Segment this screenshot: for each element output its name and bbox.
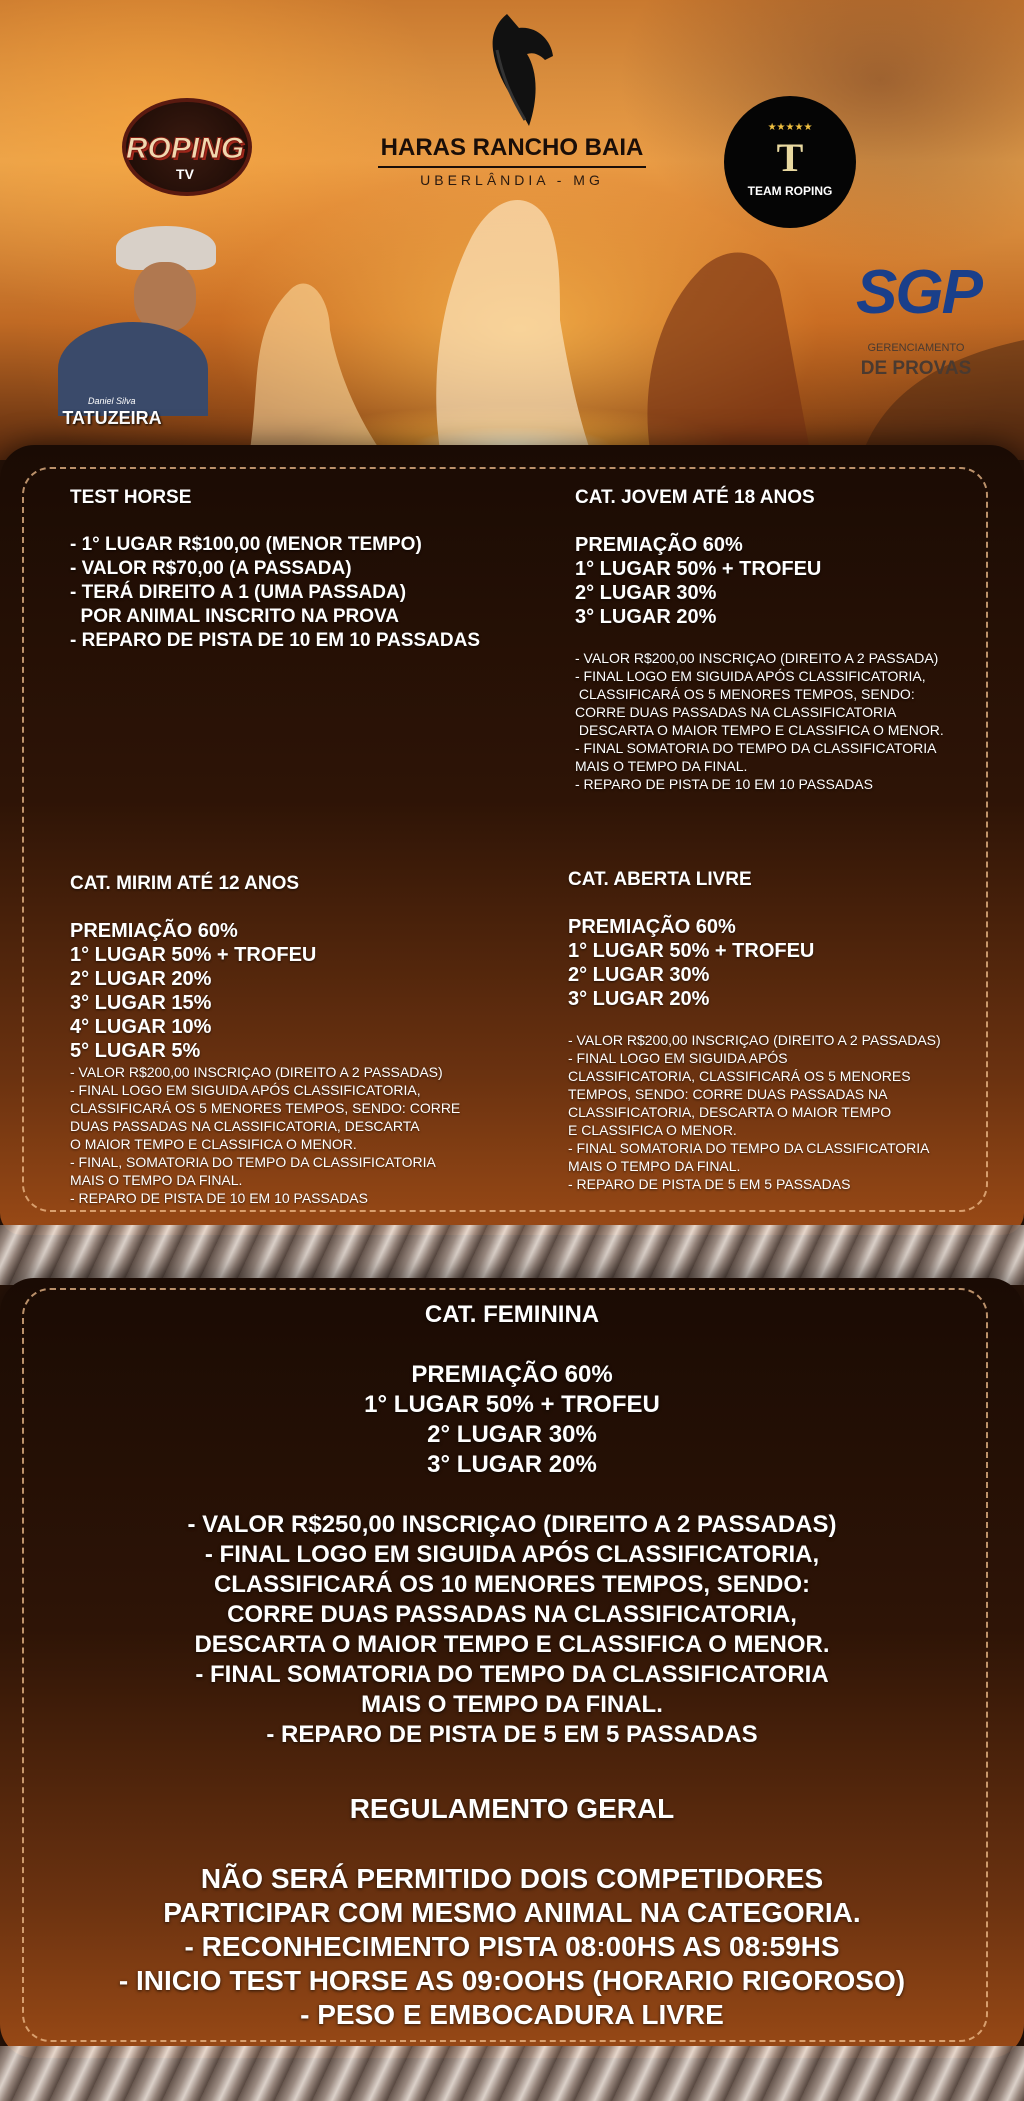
test-horse-line: POR ANIMAL INSCRITO NA PROVA — [70, 606, 400, 627]
test-horse-section — [70, 487, 530, 653]
rule-line: - REPARO DE PISTA DE 10 EM 10 PASSADAS — [70, 1190, 368, 1206]
cat-aberta-title: CAT. ABERTA LIVRE — [568, 869, 752, 890]
rule-line: O MAIOR TEMPO E CLASSIFICA O MENOR. — [70, 1136, 357, 1152]
prize-line: 2° LUGAR 30% — [575, 582, 717, 604]
rule-line: CLASSIFICARÁ OS 5 MENORES TEMPOS, SENDO: CORRE — [70, 1100, 461, 1116]
test-horse-title: TEST HORSE — [70, 487, 192, 508]
rule-line: CLASSIFICATORIA, CLASSIFICARÁ OS 5 MENORES — [568, 1068, 911, 1084]
prize-line: 1° LUGAR 50% + TROFEU — [70, 944, 317, 966]
cat-feminina-section — [0, 1300, 1024, 1750]
cat-aberta-section — [568, 869, 998, 1193]
rule-line: CLASSIFICARÁ OS 10 MENORES TEMPOS, SENDO: — [213, 1571, 811, 1598]
prize-line: 1° LUGAR 50% + TROFEU — [575, 558, 822, 580]
regulamento-line: - PESO E EMBOCADURA LIVRE — [300, 1999, 724, 2030]
rule-line: TEMPOS, SENDO: CORRE DUAS PASSADAS NA — [568, 1086, 888, 1102]
rule-line: - REPARO DE PISTA DE 5 EM 5 PASSADAS — [568, 1176, 851, 1192]
prize-line: PREMIAÇÃO 60% — [568, 916, 736, 938]
rule-line: - FINAL SOMATORIA DO TEMPO DA CLASSIFICATORIA — [195, 1661, 829, 1688]
rule-line: DESCARTA O MAIOR TEMPO E CLASSIFICA O MENOR. — [194, 1631, 830, 1658]
regulamento-section — [0, 1792, 1024, 2032]
rule-line: DUAS PASSADAS NA CLASSIFICATORIA, DESCARTA — [70, 1118, 420, 1134]
rule-line: - VALOR R$200,00 INSCRIÇAO (DIREITO A 2 PASSADAS) — [70, 1064, 443, 1080]
rule-line: MAIS O TEMPO DA FINAL. — [70, 1172, 243, 1188]
rule-line: CORRE DUAS PASSADAS NA CLASSIFICATORIA, — [227, 1601, 797, 1628]
regulamento-line: PARTICIPAR COM MESMO ANIMAL NA CATEGORIA. — [163, 1897, 861, 1928]
rule-line: - FINAL SOMATORIA DO TEMPO DA CLASSIFICATORIA — [575, 740, 937, 756]
rule-line: - REPARO DE PISTA DE 10 EM 10 PASSADAS — [575, 776, 873, 792]
rule-line: MAIS O TEMPO DA FINAL. — [575, 758, 748, 774]
test-horse-line: - VALOR R$70,00 (A PASSADA) — [70, 558, 352, 579]
test-horse-line: - REPARO DE PISTA DE 10 EM 10 PASSADAS — [70, 630, 480, 651]
cat-mirim-section — [70, 873, 550, 1207]
rule-line: - FINAL SOMATORIA DO TEMPO DA CLASSIFICATORIA — [568, 1140, 930, 1156]
rope-divider — [0, 2046, 1024, 2101]
prize-line: 4° LUGAR 10% — [70, 1016, 212, 1038]
rule-line: - FINAL LOGO EM SIGUIDA APÓS CLASSIFICATORIA, — [204, 1541, 820, 1568]
cat-mirim-title: CAT. MIRIM ATÉ 12 ANOS — [70, 873, 300, 894]
prize-line: PREMIAÇÃO 60% — [411, 1361, 613, 1388]
rule-line: - FINAL LOGO EM SIGUIDA APÓS — [568, 1050, 788, 1066]
regulamento-line: - INICIO TEST HORSE AS 09:OOHS (HORARIO RIGOROSO) — [118, 1965, 906, 1996]
test-horse-line: - 1° LUGAR R$100,00 (MENOR TEMPO) — [70, 534, 422, 555]
prize-line: 1° LUGAR 50% + TROFEU — [568, 940, 815, 962]
roping-tv-logo: ROPING TV — [110, 98, 260, 198]
rule-line: CLASSIFICARÁ OS 5 MENORES TEMPOS, SENDO: — [575, 686, 915, 702]
prize-line: 5° LUGAR 5% — [70, 1040, 201, 1062]
prize-line: 3° LUGAR 20% — [568, 988, 710, 1010]
cat-jovem-section — [575, 487, 995, 793]
logo-divider — [378, 166, 646, 168]
rule-line: - FINAL LOGO EM SIGUIDA APÓS CLASSIFICATORIA, — [575, 668, 926, 684]
rule-line: - FINAL LOGO EM SIGUIDA APÓS CLASSIFICATORIA, — [70, 1082, 421, 1098]
prize-line: 2° LUGAR 30% — [427, 1421, 597, 1448]
regulamento-title: REGULAMENTO GERAL — [349, 1793, 675, 1824]
cat-jovem-title: CAT. JOVEM ATÉ 18 ANOS — [575, 487, 815, 508]
rule-line: - FINAL, SOMATORIA DO TEMPO DA CLASSIFICATORIA — [70, 1154, 436, 1170]
rule-line: - VALOR R$250,00 INSCRIÇAO (DIREITO A 2 PASSADAS) — [187, 1511, 837, 1538]
categories-panel — [0, 445, 1024, 1235]
prize-line: PREMIAÇÃO 60% — [575, 534, 743, 556]
announcer-photo: Daniel Silva — [58, 226, 202, 416]
test-horse-line: - TERÁ DIREITO A 1 (UMA PASSADA) — [70, 582, 407, 603]
rule-line: E CLASSIFICA O MENOR. — [568, 1122, 737, 1138]
prize-line: 3° LUGAR 20% — [575, 606, 717, 628]
hero-banner: ROPING TV HARAS RANCHO BAIA UBERLÂNDIA - MG ★★★★★ T TEAM ROPING SGP GERENCIAMENTO DE PROVAS Daniel Silva TATUZEIRA — [0, 0, 1024, 460]
team-roping-monogram: T — [776, 135, 804, 180]
haras-logo: HARAS RANCHO BAIA UBERLÂNDIA - MG — [370, 10, 654, 190]
regulamento-line: - RECONHECIMENTO PISTA 08:00HS AS 08:59HS — [184, 1931, 840, 1962]
rule-line: DESCARTA O MAIOR TEMPO E CLASSIFICA O MENOR. — [575, 722, 944, 738]
rule-line: MAIS O TEMPO DA FINAL. — [568, 1158, 741, 1174]
prize-line: 2° LUGAR 30% — [568, 964, 710, 986]
cat-feminina-title: CAT. FEMININA — [424, 1301, 600, 1328]
regulamento-line: NÃO SERÁ PERMITIDO DOIS COMPETIDORES — [200, 1863, 824, 1894]
prize-line: 1° LUGAR 50% + TROFEU — [364, 1391, 660, 1418]
rule-line: CLASSIFICATORIA, DESCARTA O MAIOR TEMPO — [568, 1104, 892, 1120]
team-roping-logo: ★★★★★ T TEAM ROPING — [724, 96, 856, 228]
rule-line: CORRE DUAS PASSADAS NA CLASSIFICATORIA — [575, 704, 897, 720]
rule-line: - REPARO DE PISTA DE 5 EM 5 PASSADAS — [266, 1721, 758, 1748]
prize-line: PREMIAÇÃO 60% — [70, 920, 238, 942]
rope-divider — [0, 1225, 1024, 1285]
sgp-logo: SGP GERENCIAMENTO DE PROVAS — [856, 258, 981, 379]
rule-line: - VALOR R$200,00 INSCRIÇAO (DIREITO A 2 PASSADAS) — [568, 1032, 941, 1048]
rule-line: - VALOR R$200,00 INSCRIÇAO (DIREITO A 2 PASSADA) — [575, 650, 939, 666]
rule-line: MAIS O TEMPO DA FINAL. — [361, 1691, 663, 1718]
horse-head-icon — [467, 10, 557, 130]
prize-line: 3° LUGAR 15% — [70, 992, 212, 1014]
prize-line: 2° LUGAR 20% — [70, 968, 212, 990]
feminina-panel — [0, 1278, 1024, 2058]
prize-line: 3° LUGAR 20% — [427, 1451, 597, 1478]
